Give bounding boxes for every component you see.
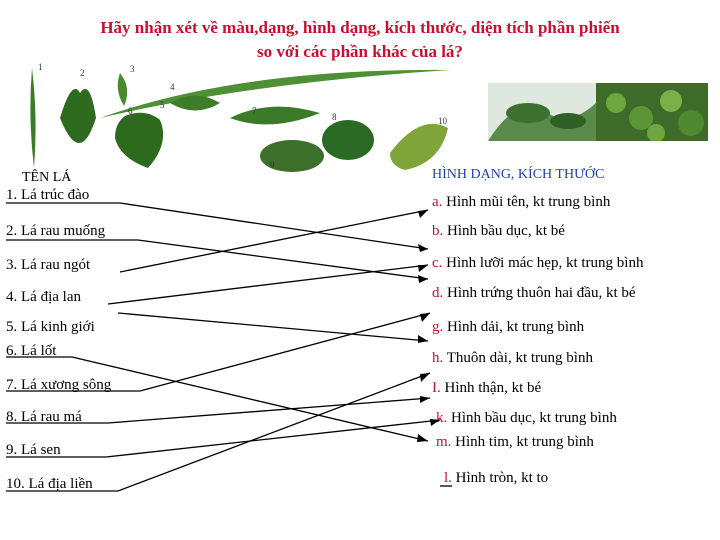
right-item-a-letter: a. [432,194,443,210]
match-line-4 [108,265,428,304]
match-line-6 [72,357,428,441]
left-item-8: 8. Lá rau má [6,409,82,425]
match-line-1 [120,203,428,249]
leaf-number-5: 5 [160,100,165,110]
left-header: TÊN LÁ [22,170,72,185]
match-line-9 [106,420,440,457]
left-item-10: 10. Lá địa liền [6,476,93,492]
left-item-3: 3. Lá rau ngót [6,257,91,273]
left-item-7: 7. Lá xương sông [6,377,112,393]
right-item-i-text: Hình thận, kt bé [440,380,542,396]
right-item-i-letter: I. [432,380,441,396]
right-item-d-text: Hình trứng thuôn hai đầu, kt bé [443,285,636,301]
right-item-l-text: Hình tròn, kt to [451,470,549,486]
left-item-9: 9. Lá sen [6,442,61,458]
right-item-b-text: Hình bầu dục, kt bé [443,223,565,239]
match-line-10 [118,373,430,491]
right-item-d-letter: d. [432,285,444,301]
match-line-5 [118,313,428,341]
left-item-1: 1. Lá trúc đào [6,187,90,203]
leaf-number-3: 3 [130,64,135,74]
right-item-g-text: Hình dải, kt trung bình [443,319,585,335]
title-line-1: Hãy nhận xét về màu,dạng, hình dạng, kích thước, diện tích phần phiến [100,18,620,37]
title-line-2: so với các phần khác của lá? [257,42,463,61]
right-header: HÌNH DẠNG, KÍCH THƯỚC [432,167,605,182]
leaf-number-1: 1 [38,62,43,72]
match-line-7 [140,313,430,391]
right-item-c-letter: c. [432,255,443,271]
match-line-3 [120,210,428,272]
leaf-number-10: 10 [438,116,447,126]
right-item-k-letter: k. [436,410,448,426]
left-item-2: 2. Lá rau muống [6,223,106,239]
right-item-b-letter: b. [432,223,444,239]
right-item-a-text: Hình mũi tên, kt trung bình [442,194,611,210]
right-item-h-text: Thuôn dài, kt trung bình [443,350,593,366]
right-item-c-text: Hình lưỡi mác hẹp, kt trung bình [442,255,644,271]
leaf-number-2: 2 [80,68,85,78]
leaf-number-6: 6 [128,106,133,116]
leaf-number-7: 7 [252,106,257,116]
left-item-6: 6. Lá lốt [6,343,57,359]
right-item-g-letter: g. [432,319,444,335]
right-item-m-text: Hình tim, kt trung bình [451,434,594,450]
left-item-4: 4. Lá địa lan [6,289,81,305]
left-item-5: 5. Lá kinh giới [6,319,95,335]
right-item-k-text: Hình bầu dục, kt trung bình [447,410,617,426]
leaf-number-4: 4 [170,82,175,92]
right-item-h-letter: h. [432,350,444,366]
right-item-m-letter: m. [436,434,452,450]
match-line-8 [108,398,430,423]
right-item-l-letter: l. [444,470,452,486]
leaf-number-8: 8 [332,112,337,122]
leaf-number-9: 9 [270,160,275,170]
